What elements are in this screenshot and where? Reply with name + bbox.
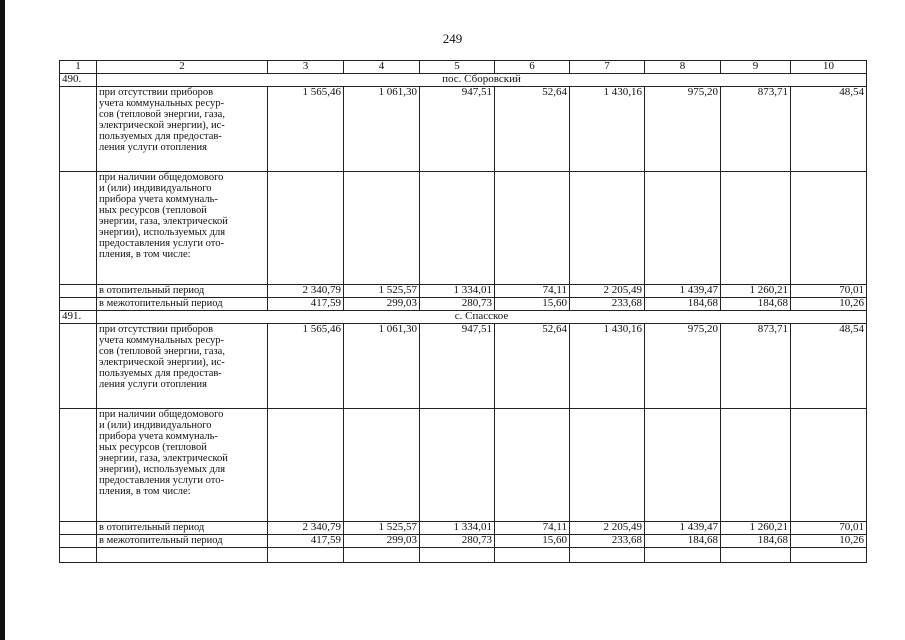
row-description: при наличии общедомового и (или) индивидуального прибора учета коммуналь- ных ресурсов (тепловой энергии, газа, электрической энергии), используемых для предоставления услуги ото- пления, в том числе:	[97, 409, 268, 522]
value-cell: 417,59	[268, 298, 344, 311]
empty-cell	[60, 324, 97, 409]
value-cell: 1 439,47	[645, 285, 721, 298]
value-cell	[791, 409, 867, 522]
value-cell	[420, 409, 495, 522]
table-row	[60, 548, 867, 563]
row-description: в отопительный период	[97, 285, 268, 298]
value-cell: 184,68	[721, 298, 791, 311]
value-cell	[420, 172, 495, 285]
empty-cell	[60, 172, 97, 285]
value-cell: 2 340,79	[268, 522, 344, 535]
empty-cell	[645, 548, 721, 563]
value-cell: 873,71	[721, 324, 791, 409]
section-header-row	[60, 311, 867, 324]
value-cell	[721, 409, 791, 522]
table-row	[60, 87, 867, 172]
section-header-row	[60, 74, 867, 87]
column-header: 4	[344, 61, 420, 74]
value-cell	[721, 172, 791, 285]
value-cell: 52,64	[495, 324, 570, 409]
value-cell: 1 430,16	[570, 324, 645, 409]
value-cell	[495, 409, 570, 522]
value-cell	[791, 172, 867, 285]
value-cell: 15,60	[495, 298, 570, 311]
value-cell: 1 334,01	[420, 522, 495, 535]
value-cell: 1 565,46	[268, 87, 344, 172]
row-description: при отсутствии приборов учета коммунальных ресур- сов (тепловой энергии, газа, электрической энергии), ис- пользуемых для предостав- ления услуги отопления	[97, 324, 268, 409]
value-cell: 70,01	[791, 285, 867, 298]
value-cell: 1 260,21	[721, 522, 791, 535]
value-cell: 280,73	[420, 298, 495, 311]
value-cell: 2 340,79	[268, 285, 344, 298]
value-cell: 417,59	[268, 535, 344, 548]
value-cell: 233,68	[570, 535, 645, 548]
value-cell	[268, 409, 344, 522]
empty-cell	[97, 548, 268, 563]
value-cell: 1 334,01	[420, 285, 495, 298]
value-cell	[645, 409, 721, 522]
value-cell	[495, 172, 570, 285]
value-cell	[645, 172, 721, 285]
empty-cell	[495, 548, 570, 563]
value-cell: 74,11	[495, 522, 570, 535]
empty-cell	[60, 535, 97, 548]
table-row	[60, 298, 867, 311]
empty-cell	[60, 285, 97, 298]
value-cell: 10,26	[791, 298, 867, 311]
value-cell	[344, 172, 420, 285]
value-cell: 74,11	[495, 285, 570, 298]
value-cell: 975,20	[645, 324, 721, 409]
empty-cell	[60, 548, 97, 563]
tariff-table	[59, 60, 867, 563]
value-cell: 975,20	[645, 87, 721, 172]
value-cell: 15,60	[495, 535, 570, 548]
value-cell: 947,51	[420, 87, 495, 172]
section-number: 491.	[60, 311, 97, 324]
binding-bar	[0, 0, 5, 640]
row-description: при наличии общедомового и (или) индивидуального прибора учета коммуналь- ных ресурсов (тепловой энергии, газа, электрической энергии), используемых для предоставления услуги ото- пления, в том числе:	[97, 172, 268, 285]
value-cell	[268, 172, 344, 285]
value-cell: 10,26	[791, 535, 867, 548]
empty-cell	[60, 87, 97, 172]
column-header: 10	[791, 61, 867, 74]
value-cell: 280,73	[420, 535, 495, 548]
value-cell	[570, 172, 645, 285]
value-cell: 184,68	[645, 535, 721, 548]
value-cell: 184,68	[721, 535, 791, 548]
value-cell: 1 061,30	[344, 87, 420, 172]
header-row	[60, 61, 867, 74]
section-name: с. Спасское	[97, 311, 867, 324]
value-cell: 1 525,57	[344, 285, 420, 298]
value-cell: 2 205,49	[570, 522, 645, 535]
empty-cell	[60, 298, 97, 311]
value-cell: 1 439,47	[645, 522, 721, 535]
table-row	[60, 409, 867, 522]
value-cell	[344, 409, 420, 522]
column-header: 6	[495, 61, 570, 74]
value-cell: 70,01	[791, 522, 867, 535]
empty-cell	[60, 409, 97, 522]
value-cell: 1 061,30	[344, 324, 420, 409]
value-cell: 947,51	[420, 324, 495, 409]
table-row	[60, 535, 867, 548]
section-name: пос. Сборовский	[97, 74, 867, 87]
value-cell: 1 260,21	[721, 285, 791, 298]
value-cell: 233,68	[570, 298, 645, 311]
row-description: в отопительный период	[97, 522, 268, 535]
empty-cell	[420, 548, 495, 563]
column-header: 5	[420, 61, 495, 74]
empty-cell	[570, 548, 645, 563]
column-header: 2	[97, 61, 268, 74]
value-cell: 48,54	[791, 324, 867, 409]
column-header: 7	[570, 61, 645, 74]
empty-cell	[268, 548, 344, 563]
value-cell	[570, 409, 645, 522]
table-row	[60, 172, 867, 285]
column-header: 9	[721, 61, 791, 74]
column-header: 8	[645, 61, 721, 74]
column-header: 1	[60, 61, 97, 74]
column-header: 3	[268, 61, 344, 74]
value-cell: 1 565,46	[268, 324, 344, 409]
section-number: 490.	[60, 74, 97, 87]
empty-cell	[344, 548, 420, 563]
empty-cell	[721, 548, 791, 563]
value-cell: 184,68	[645, 298, 721, 311]
value-cell: 48,54	[791, 87, 867, 172]
value-cell: 1 525,57	[344, 522, 420, 535]
value-cell: 2 205,49	[570, 285, 645, 298]
table-row	[60, 324, 867, 409]
value-cell: 52,64	[495, 87, 570, 172]
value-cell: 1 430,16	[570, 87, 645, 172]
page-number: 249	[442, 31, 463, 46]
value-cell: 873,71	[721, 87, 791, 172]
value-cell: 299,03	[344, 298, 420, 311]
empty-cell	[60, 522, 97, 535]
row-description: в межотопительный период	[97, 298, 268, 311]
row-description: в межотопительный период	[97, 535, 268, 548]
empty-cell	[791, 548, 867, 563]
table-row	[60, 285, 867, 298]
table-row	[60, 522, 867, 535]
value-cell: 299,03	[344, 535, 420, 548]
row-description: при отсутствии приборов учета коммунальных ресур- сов (тепловой энергии, газа, электрической энергии), ис- пользуемых для предостав- ления услуги отопления	[97, 87, 268, 172]
